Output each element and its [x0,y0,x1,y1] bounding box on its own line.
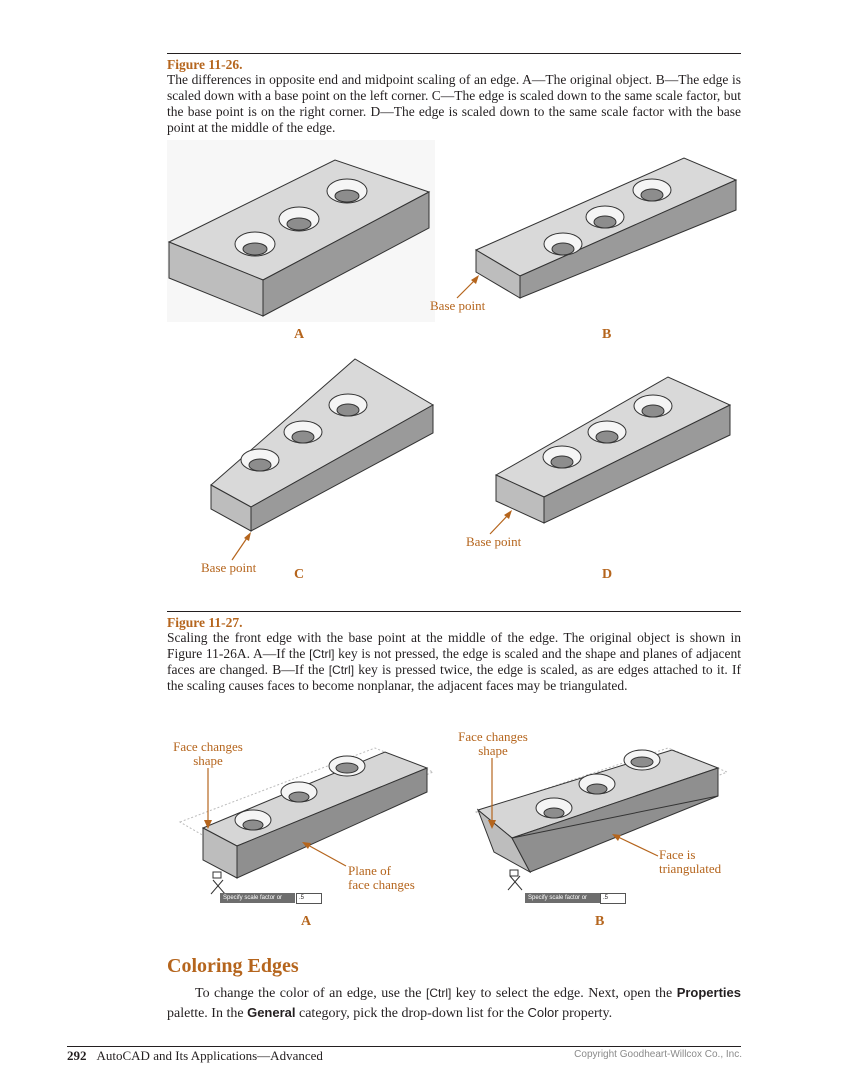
leader-arrow-27a-1 [200,768,215,830]
block-illustration-b [470,140,740,305]
figure-caption-2: Scaling the front edge with the base point at the middle of the edge. The original object is shown in Figure 11-26A. A—If the [Ctrl] key is not pressed, the edge is scaled and the shape and planes of adjacent faces are changed. B—If the [Ctrl] key is pressed twice, the edge is scaled, as are edges attached to it. If the scaling causes faces to become nonplanar, the adjacent faces may be triangulated. [167,630,741,693]
callout-face-triangulated: Face is triangulated [659,847,722,876]
panel-label-d: D [602,567,613,582]
footer-rule [67,1046,741,1047]
block-illustration-27b [472,742,734,907]
leader-arrow-27b-2 [610,832,660,860]
callout-base-point-c: Base point [201,560,257,575]
leader-arrow-b [455,272,485,300]
callout-face-changes-shape-a: Face changes shape [173,739,243,768]
panel-label-c: C [294,567,305,582]
figure-label-2: Figure 11-27. [167,615,243,630]
callout-base-point-d: Base point [466,534,522,549]
leader-arrow-27b-1 [485,758,500,830]
panel-label-27b: B [595,914,605,929]
leader-arrow-d [488,508,516,536]
section-heading: Coloring Edges [167,955,299,977]
callout-plane-of-face-changes: Plane of face changes [348,863,415,892]
block-illustration-d [490,355,740,530]
panel-label-27a: A [301,914,312,929]
prompt-label-27a: Specify scale factor or [220,893,295,903]
figure-caption: The differences in opposite end and midpoint scaling of an edge. A—The original object. B—The edge is scaled down with a base point on the left corner. C—The edge is scaled down to the same scale factor, but the base point is on the right corner. D—The edge is scaled down to the same scale factor with the base point at the middle of the edge. [167,72,741,135]
block-illustration-c [205,355,440,535]
prompt-label-27b: Specify scale factor or [525,893,600,903]
prompt-input-27a: .5 [296,893,322,904]
figure-rule-top [167,53,741,54]
page-number: 292 [67,1048,87,1063]
leader-arrow-c [230,530,255,562]
leader-arrow-27a-2 [300,840,348,868]
copyright: Copyright Goodheart-Willcox Co., Inc. [574,1049,742,1060]
panel-label-a: A [294,327,305,342]
prompt-input-27b: .5 [600,893,626,904]
callout-base-point-b: Base point [430,298,486,313]
figure-rule-top-2 [167,611,741,612]
book-title: AutoCAD and Its Applications—Advanced [96,1048,323,1063]
panel-label-b: B [602,327,612,342]
footer [67,1048,323,1064]
figure-label: Figure 11-26. [167,57,243,72]
block-illustration-a [167,140,435,322]
body-paragraph: To change the color of an edge, use the [Ctrl] key to select the edge. Next, open the Properties palette. In the General category, pick the drop-down list for the Color property. [167,985,741,1021]
callout-face-changes-shape-b: Face changes shape [458,729,528,758]
